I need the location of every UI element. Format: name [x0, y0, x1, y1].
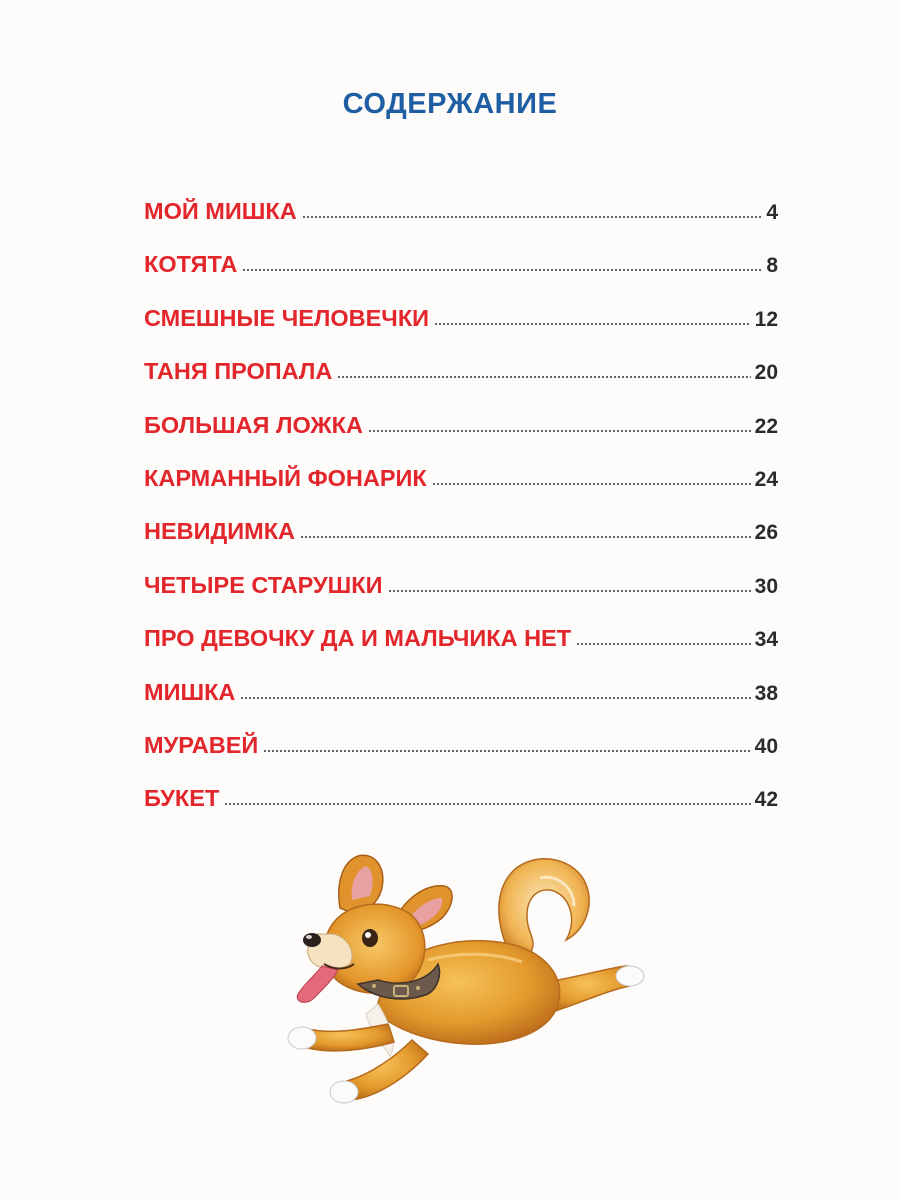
- toc-entry[interactable]: [144, 625, 778, 678]
- toc-entry-page: 42: [754, 788, 778, 812]
- toc-entry[interactable]: [144, 572, 778, 625]
- toc-dot-leader: [368, 429, 751, 433]
- toc-entry-page: 34: [754, 628, 778, 652]
- table-of-contents: [144, 198, 778, 839]
- toc-entry-title: МИШКА: [144, 678, 236, 705]
- toc-dot-leader: [337, 375, 750, 379]
- toc-entry-page: 20: [754, 361, 778, 385]
- toc-entry-page: 40: [754, 734, 778, 758]
- toc-entry-page: 12: [754, 307, 778, 331]
- dog-back-leg: [546, 966, 644, 1012]
- toc-entry[interactable]: [144, 358, 778, 411]
- toc-entry-page: 24: [754, 467, 778, 491]
- toc-dot-leader: [432, 482, 751, 486]
- toc-entry-title: КОТЯТА: [144, 251, 238, 278]
- toc-dot-leader: [242, 268, 762, 272]
- toc-entry-title: СМЕШНЫЕ ЧЕЛОВЕЧКИ: [144, 304, 430, 331]
- toc-entry-page: 22: [754, 414, 778, 438]
- toc-dot-leader: [302, 215, 763, 219]
- toc-entry-title: ТАНЯ ПРОПАЛА: [144, 358, 333, 385]
- toc-entry[interactable]: [144, 785, 778, 838]
- page-title: СОДЕРЖАНИЕ: [342, 88, 558, 120]
- toc-entry-title: МОЙ МИШКА: [144, 198, 297, 224]
- toc-dot-leader: [240, 696, 750, 700]
- toc-entry[interactable]: [144, 412, 778, 465]
- toc-entry-title: НЕВИДИМКА: [144, 518, 296, 545]
- toc-entry[interactable]: [144, 305, 778, 358]
- toc-entry[interactable]: [144, 198, 778, 251]
- toc-entry-title: БУКЕТ: [144, 785, 220, 812]
- toc-entry[interactable]: [144, 518, 778, 571]
- toc-entry-page: 26: [754, 521, 778, 545]
- toc-entry-page: 4: [766, 201, 778, 224]
- toc-entry-title: КАРМАННЫЙ ФОНАРИК: [144, 464, 427, 491]
- toc-entry-title: МУРАВЕЙ: [144, 731, 259, 758]
- running-dog-illustration: [278, 848, 650, 1110]
- toc-entry-title: ПРО ДЕВОЧКУ ДА И МАЛЬЧИКА НЕТ: [144, 625, 572, 652]
- toc-entry-title: БОЛЬШАЯ ЛОЖКА: [144, 411, 363, 438]
- toc-entry-page: 8: [766, 254, 778, 278]
- toc-entry-page: 30: [754, 574, 778, 598]
- dog-front-legs: [288, 1024, 428, 1103]
- toc-entry[interactable]: [144, 251, 778, 304]
- toc-entry-title: ЧЕТЫРЕ СТАРУШКИ: [144, 571, 383, 598]
- toc-dot-leader: [300, 535, 751, 539]
- toc-dot-leader: [388, 589, 751, 593]
- toc-entry[interactable]: [144, 465, 778, 518]
- toc-entry[interactable]: [144, 679, 778, 732]
- toc-entry-page: 38: [754, 681, 778, 705]
- toc-dot-leader: [434, 322, 751, 326]
- toc-dot-leader: [576, 642, 751, 646]
- toc-entry[interactable]: [144, 732, 778, 785]
- toc-dot-leader: [224, 802, 750, 806]
- toc-dot-leader: [263, 749, 750, 753]
